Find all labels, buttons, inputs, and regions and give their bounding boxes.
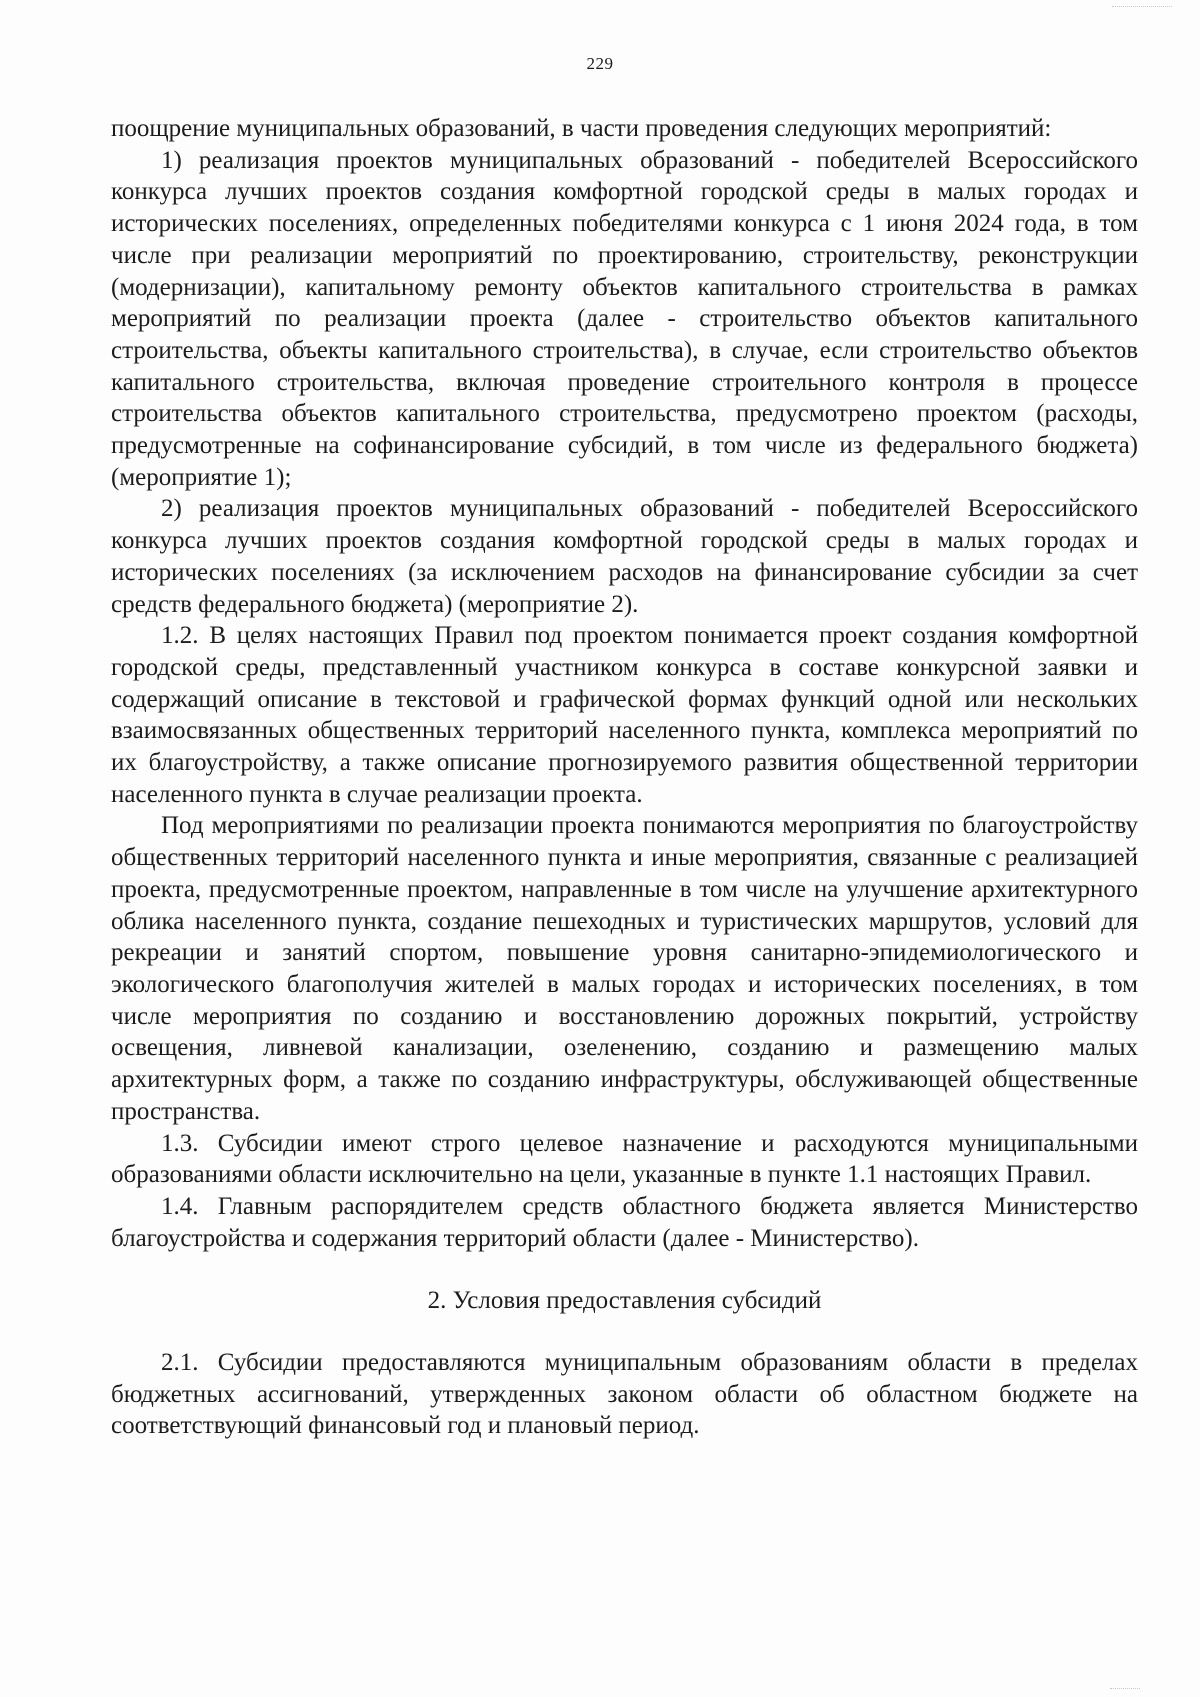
page-number: 229 [586,54,614,73]
paragraph-2-1: 2.1. Субсидии предоставляются муниципальным образованиям области в пределах бюджетных ассигнований, утвержденных законом области об областном бюджете на соответствующий финансовый год и плановый период. [111,1349,1138,1440]
scan-corner-mark [1112,0,1172,7]
paragraph-measure-2: 2) реализация проектов муниципальных образований - победителей Всероссийского конкурса лучших проектов создания комфортной городской среды в малых городах и исторических поселениях (за исключением расходов на финансирование субсидии за счет средств федерального бюджета) (мероприятие 2). [111,495,1138,618]
section-heading: 2. Условия предоставления субсидий [427,1287,822,1315]
paragraph-1-4: 1.4. Главным распорядителем средств областного бюджета является Министерство благоустройства и содержания территорий области (далее - Министерство). [111,1192,1138,1252]
scan-bottom-mark [1110,1688,1140,1693]
paragraph-1-2: 1.2. В целях настоящих Правил под проектом понимается проект создания комфортной городской среды, представленный участником конкурса в составе конкурсной заявки и содержащий описание в текстовой и графической формах функций одной или нескольких взаимосвязанных общественных территорий населенного пункта, комплекса мероприятий по их благоустройству, а также описание прогнозируемого развития общественной территории населенного пункта в случае реализации проекта. [111,622,1138,808]
paragraph-continuation: поощрение муниципальных образований, в части проведения следующих мероприятий: [111,115,1052,142]
paragraph-project-measures: Под мероприятиями по реализации проекта понимаются мероприятия по благоустройству общественных территорий населенного пункта и иные мероприятия, связанные с реализацией проекта, предусмотренные проектом, направленные в том числе на улучшение архитектурного облика населенного пункта, создание пешеходных и туристических маршрутов, условий для рекреации и занятий спортом, повышение уровня санитарно-эпидемиологического и экологического благополучия жителей в малых городах и исторических поселениях, в том числе мероприятия по созданию и восстановлению дорожных покрытий, устройству освещения, ливневой канализации, озеленению, созданию и размещению малых архитектурных форм, а также по созданию инфраструктуры, обслуживающей общественные пространства. [111,812,1138,1125]
paragraph-1-3: 1.3. Субсидии имеют строго целевое назначение и расходуются муниципальными образованиями области исключительно на цели, указанные в пункте 1.1 настоящих Правил. [111,1129,1138,1189]
document-body [111,113,1138,1442]
paragraph-measure-1: 1) реализация проектов муниципальных образований - победителей Всероссийского конкурса лучших проектов создания комфортной городской среды в малых городах и исторических поселениях, определенных победителями конкурса с 1 июня 2024 года, в том числе при реализации мероприятий по проектированию, строительству, реконструкции (модернизации), капитальному ремонту объектов капитального строительства в рамках мероприятий по реализации проекта (далее - строительство объектов капитального строительства, объекты капитального строительства), в случае, если строительство объектов капитального строительства, включая проведение строительного контроля в процессе строительства объектов капитального строительства, предусмотрено проектом (расходы, предусмотренные на софинансирование субсидий, в том числе из федерального бюджета) (мероприятие 1); [111,146,1138,491]
